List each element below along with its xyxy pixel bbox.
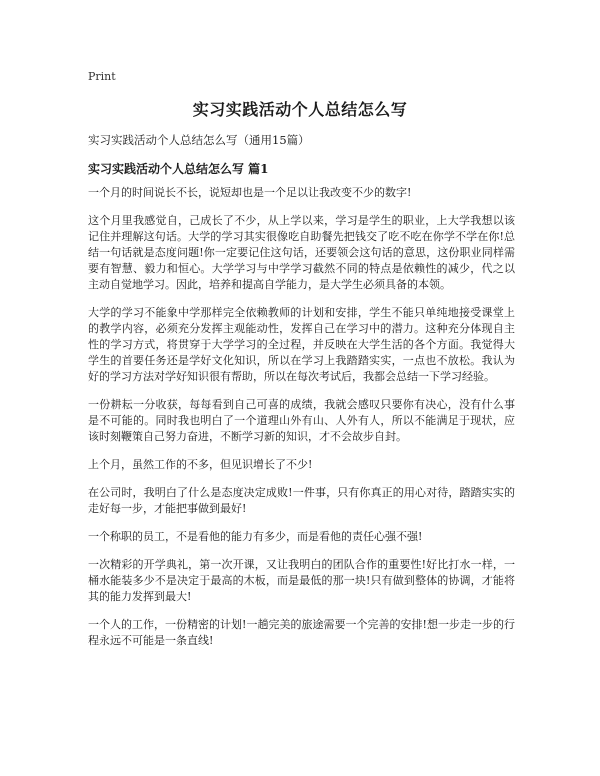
paragraph-7: 一个称职的员工，不是看他的能力有多少，而是看他的责任心强不强! [88, 530, 423, 543]
paragraph-8: 一次精彩的开学典礼，第一次开课，又让我明白的团队合作的重要性!好比打水一样，一桶水能装多少不是决定于最高的木板，而是最低的那一块!只有做到整体的协调，才能将其的能力发挥到最大! [88, 558, 515, 603]
paragraph-2: 这个月里我感觉自，己成长了不少，从上学以来，学习是学生的职业，上大学我想以该记住并理解这句话。大学的学习其实很像吃自助餐先把钱交了吃不吃在你学不学在你!总结一句话就是态度问题!你一定要记住这句话，还要领会这句话的意思，这份职业同样需要有智慧、毅力和恒心。大学学习与中学学习截然不同的特点是依赖性的减少，代之以主动自觉地学习。因此，培养和提高自学能力，是大学生必须具备的本领。 [88, 214, 515, 291]
paragraph-4: 一份耕耘一分收获，每每看到自己可喜的成绩，我就会感叹只要你有决心，没有什么事是不可能的。同时我也明白了一个道理山外有山、人外有人，所以不能满足于现状，应该时刻鞭策自己努力奋进，不断学习新的知识，才不会故步自封。 [88, 398, 515, 443]
paragraph-1: 一个月的时间说长不长，说短却也是一个足以让我改变不少的数字! [88, 186, 412, 199]
paragraph-5: 上个月，虽然工作的不多，但见识增长了不少! [88, 458, 313, 471]
section-heading: 实习实践活动个人总结怎么写 篇1 [88, 162, 269, 176]
print-label: Print [88, 70, 116, 83]
document-title: 实习实践活动个人总结怎么写 [192, 100, 408, 119]
document-body [88, 185, 515, 661]
paragraph-3: 大学的学习不能象中学那样完全依赖教师的计划和安排，学生不能只单纯地接受课堂上的教学内容，必须充分发挥主观能动性，发挥自己在学习中的潜力。这种充分体现自主性的学习方式，将贯穿于大学学习的全过程，并反映在大学生活的各个方面。我觉得大学生的首要任务还是学好文化知识，所以在学习上我踏踏实实，一点也不放松。我认为好的学习方法对学好知识很有帮助，所以在每次考试后，我都会总结一下学习经验。 [88, 306, 515, 383]
paragraph-6: 在公司时，我明白了什么是态度决定成败!一件事，只有你真正的用心对待，踏踏实实的走好每一步，才能把事做到最好! [88, 486, 515, 515]
document-subtitle: 实习实践活动个人总结怎么写（通用15篇） [88, 133, 310, 147]
paragraph-9: 一个人的工作，一份精密的计划!一趟完美的旅途需要一个完善的安排!想一步走一步的行程永远不可能是一条直线! [88, 618, 515, 647]
